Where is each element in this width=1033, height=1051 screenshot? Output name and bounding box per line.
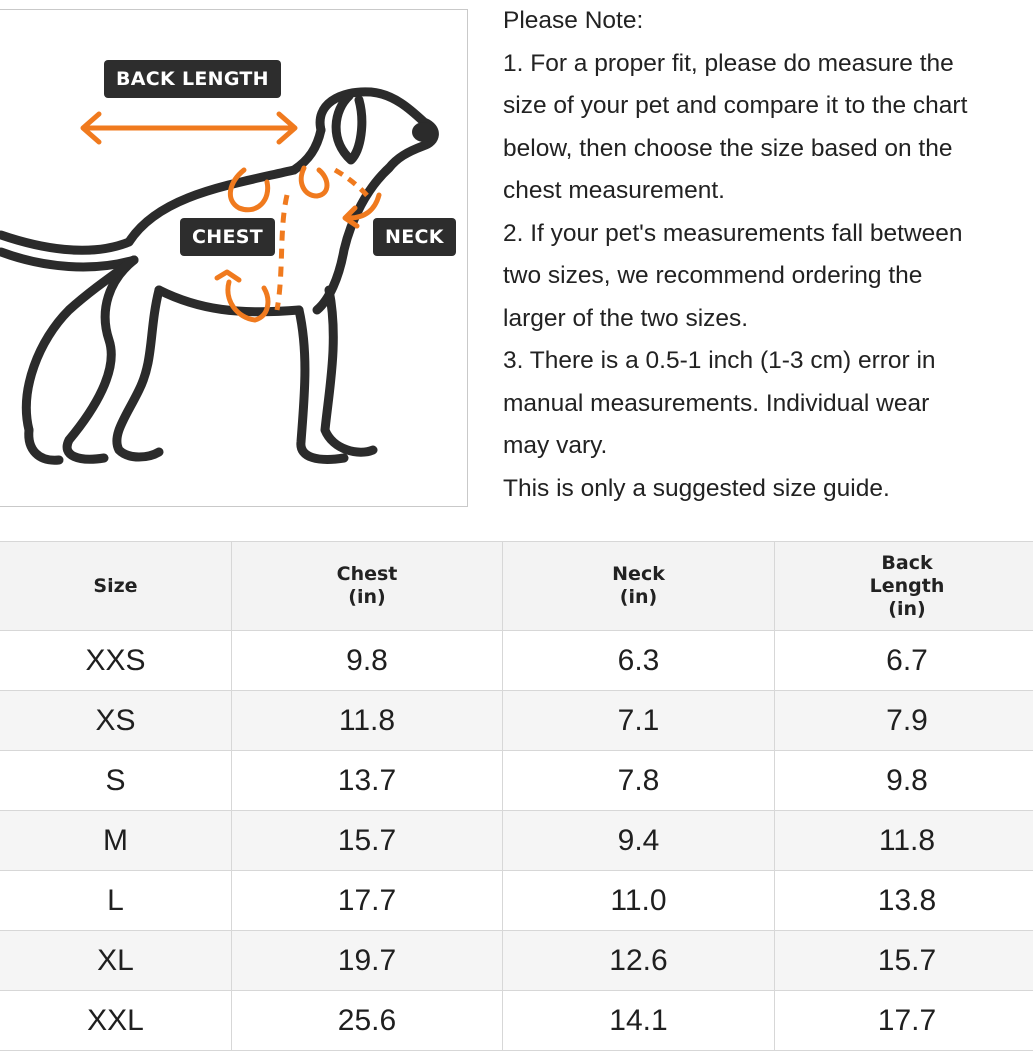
size-cell: XL — [0, 931, 232, 991]
table-row — [0, 871, 1033, 931]
header-chest — [232, 542, 503, 631]
header-size — [0, 542, 232, 631]
header-line: Length — [775, 575, 1033, 598]
note-line: manual measurements. Individual wear — [503, 383, 1033, 426]
size-cell: XXS — [0, 631, 232, 691]
nose-icon — [412, 122, 436, 142]
notes-heading: Please Note: — [503, 0, 1033, 43]
measurement-diagram — [0, 9, 468, 507]
neck-label: NECK — [373, 218, 456, 256]
table-row — [0, 931, 1033, 991]
note-line: 3. There is a 0.5-1 inch (1-3 cm) error in — [503, 340, 1033, 383]
note-line: size of your pet and compare it to the chart — [503, 85, 1033, 128]
neck-cell: 7.8 — [503, 751, 775, 811]
back-length-cell: 9.8 — [775, 751, 1033, 811]
size-cell: M — [0, 811, 232, 871]
table-row — [0, 811, 1033, 871]
chest-cell: 15.7 — [232, 811, 503, 871]
table-header-row — [0, 542, 1033, 631]
back-length-cell: 17.7 — [775, 991, 1033, 1051]
size-cell: S — [0, 751, 232, 811]
table-row — [0, 691, 1033, 751]
note-line: below, then choose the size based on the — [503, 128, 1033, 171]
neck-cell: 12.6 — [503, 931, 775, 991]
header-line: Back — [775, 552, 1033, 575]
note-line: may vary. — [503, 425, 1033, 468]
chest-cell: 25.6 — [232, 991, 503, 1051]
size-cell: XXL — [0, 991, 232, 1051]
header-line: Chest — [232, 563, 502, 586]
chest-cell: 11.8 — [232, 691, 503, 751]
note-line: two sizes, we recommend ordering the — [503, 255, 1033, 298]
neck-cell: 9.4 — [503, 811, 775, 871]
neck-cell: 7.1 — [503, 691, 775, 751]
header-line: (in) — [775, 598, 1033, 621]
header-line: (in) — [503, 586, 774, 609]
back-length-cell: 11.8 — [775, 811, 1033, 871]
header-neck — [503, 542, 775, 631]
note-line: larger of the two sizes. — [503, 298, 1033, 341]
back-length-cell: 6.7 — [775, 631, 1033, 691]
size-cell: L — [0, 871, 232, 931]
back-length-cell: 15.7 — [775, 931, 1033, 991]
size-notes — [503, 0, 1033, 510]
chest-cell: 13.7 — [232, 751, 503, 811]
note-line: 2. If your pet's measurements fall between — [503, 213, 1033, 256]
back-length-cell: 7.9 — [775, 691, 1033, 751]
back-length-arrow-icon — [83, 114, 295, 142]
note-line: This is only a suggested size guide. — [503, 468, 1033, 511]
chest-cell: 19.7 — [232, 931, 503, 991]
chest-cell: 9.8 — [232, 631, 503, 691]
back-length-label: BACK LENGTH — [104, 60, 281, 98]
back-length-cell: 13.8 — [775, 871, 1033, 931]
header-line: Size — [0, 575, 231, 598]
header-line: (in) — [232, 586, 502, 609]
note-line: chest measurement. — [503, 170, 1033, 213]
table-row — [0, 991, 1033, 1051]
chest-cell: 17.7 — [232, 871, 503, 931]
header-back-length — [775, 542, 1033, 631]
table-row — [0, 751, 1033, 811]
header-line: Neck — [503, 563, 774, 586]
size-cell: XS — [0, 691, 232, 751]
neck-cell: 14.1 — [503, 991, 775, 1051]
neck-cell: 6.3 — [503, 631, 775, 691]
size-chart-table — [0, 541, 1033, 1051]
neck-cell: 11.0 — [503, 871, 775, 931]
table-row — [0, 631, 1033, 691]
chest-label: CHEST — [180, 218, 275, 256]
note-line: 1. For a proper fit, please do measure the — [503, 43, 1033, 86]
